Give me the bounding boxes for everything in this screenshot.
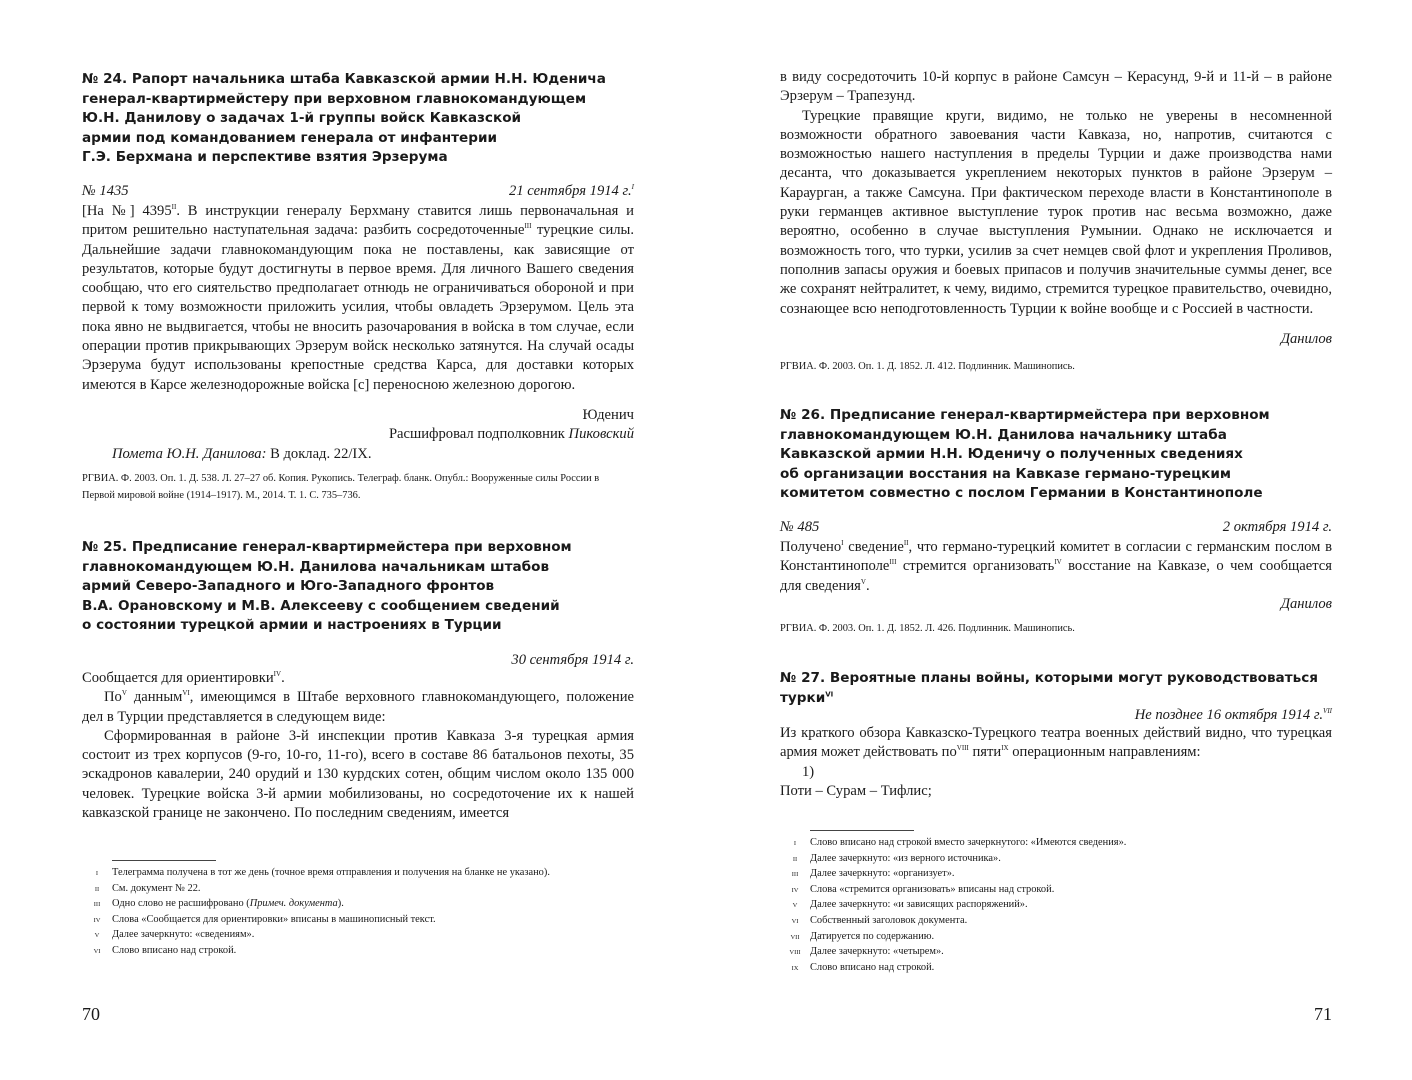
signature: Юденич [582, 407, 634, 423]
doc-number: № 1435 [82, 183, 129, 199]
doc24-text: [На №] $4395^{II}$. В инструкции генералу Берхману ставится лишь первоначальная и притом решительно наступательная задача: разбить сосредоточенные$^{III}$ турецкие силы. Дальнейшие задачи главнокомандующим пока не поставлены, как зависящие от результатов, которые будут достигнуты в первое время. Для личного Вашего сведения сообщаю, что его сиятельство предполагает отнюдь не ограничиваться обороной и при первой к тому возможности приложить усилия, чтобы овладеть Эрзерумом. Цель эта пока явно не выдвигается, чтобы не вносить разочарования в войска в том случае, если операции против прикрывающих Эрзерум войск несколько затянутся. На случай осады Эрзерума будут использованы крепостные средства Карса, для доставки которых имеются в Карсе железнодорожные войска [с] переносною железною дорогою. [82, 203, 634, 393]
paragraph: Из краткого обзора Кавказско-Турецкого театра военных действий видно, что турецкая армия может действовать $по^{VIII}$ пяти$^{IX}$ операционным направлениям: [780, 725, 1332, 761]
footnote: VIII Далее зачеркнуто: «четырем». [789, 946, 944, 958]
title-line: комитетом совместно с послом Германии в Константинополе [780, 485, 1263, 501]
footnote-list [82, 866, 634, 960]
footnote: VI Слово вписано над строкой. [93, 944, 237, 956]
footnote-ref[interactable]: IV [1054, 558, 1062, 567]
footnote-ref[interactable]: II [171, 203, 177, 212]
signature: Данилов [1280, 331, 1332, 347]
title-line: армии под командованием генерала от инфантерии [82, 129, 498, 146]
paragraph: Сообщается для ориентировки$^{IV}$. [82, 670, 285, 686]
footnote-ref[interactable]: III [889, 558, 897, 567]
footnote-ref[interactable]: V [860, 577, 866, 586]
archive-source: РГВИА. Ф. 2003. Оп. 1. Д. 1852. Л. 426. Подлинник. Машинопись. [780, 623, 1075, 634]
archive-source: РГВИА. Ф. 2003. Оп. 1. Д. 538. Л. 27–27 об. Копия. Рукопись. Телеграф. бланк. Опубл.: Вооруженные силы России в Первой мировой войне (1914–1917). М., 2014. Т. 1. С. 735–736. [82, 473, 600, 501]
doc27-body [780, 724, 1332, 801]
doc-date: 2 октября 1914 г. [1222, 519, 1332, 535]
title-line: В.А. Орановскому и М.В. Алексееву с сообщением сведений [82, 597, 560, 614]
doc26-title [780, 406, 1270, 504]
footnote-rule [112, 860, 216, 861]
title-line: Г.Э. Берхмана и перспективе взятия Эрзерума [82, 149, 448, 165]
signature: Данилов [1280, 596, 1332, 612]
title-line: № 26. Предписание генерал-квартирмейстера при верховном [780, 407, 1270, 423]
title-line: главнокомандующем Ю.Н. Данилова начальникам штабов [82, 558, 550, 575]
doc-date: 30 сентября 1914 г. [511, 652, 634, 668]
footnote: V Далее зачеркнуто: «и зависящих распоряжений». [792, 899, 1028, 911]
doc26-meta [780, 518, 1332, 537]
footnote-ref[interactable]: I [631, 183, 634, 192]
footnote-ref[interactable]: IV [273, 670, 282, 679]
footnote-ref[interactable]: IX [1001, 744, 1009, 753]
doc-number: № 485 [780, 519, 820, 535]
paragraph: Получено$^I$ сведение$^{II}$, что германо-турецкий комитет в согласии с германским послом в Константинополе$^{III}$ стремится организовать$^{IV}$ восстание на Кавказе, о чем сообщается для сведения$^V$. [780, 539, 1332, 594]
decipher-line: Расшифровал подполковник Пиковский [388, 426, 634, 442]
title-line: № 25. Предписание генерал-квартирмейстера при верховном [82, 539, 572, 555]
footnote: IV Слова «стремится организовать» вписаны над строкой. [791, 883, 1055, 895]
doc-date: Не позднее 16 октября 1914 г.$^{VII}$ [1134, 707, 1332, 723]
footnote-ref[interactable]: II [903, 539, 909, 548]
footnote-ref[interactable]: VIII [956, 744, 969, 753]
footnote-ref[interactable]: I [841, 539, 844, 548]
footnote-ref[interactable]: III [524, 222, 532, 231]
doc24-title [82, 70, 606, 168]
title-line: Кавказской армии Н.Н. Юденичу о полученных сведениях [780, 446, 1243, 462]
footnote: II См. документ № 22. [94, 882, 201, 894]
paragraph: Турецкие правящие круги, видимо, не только не уверены в несомненной возможности обратного завоевания части Кавказа, но, напротив, считаются с возможностью нашего наступления в пределы Турции и даже производства нами десанта, что доказывается укреплением некоторых пунктов в районе Эрзерум – Караурган, а также Самсуна. При фактическом переходе власти в Константинополе в руки германцев активное выступление турок против нас весьма возможно, даже вероятно, особенно в случае выступления Румынии. Однако не исключается и возможность того, что турки, усилив за счет немцев свой флот и укрепления Проливов, пополнив запасы оружия и боевых припасов и получив значительные суммы денег, все же сохранят нейтралитет, к чему, видимо, стремится турецкое правительство, очевидно, сознающее всю неподготовленность Турции к войне вообще и с Россией в частности. [780, 107, 1332, 317]
doc25-meta [82, 651, 634, 670]
footnote: IV Слова «Сообщается для ориентировки» вписаны в машинописный текст. [93, 913, 436, 925]
title-line: главнокомандующем Ю.Н. Данилова начальнику штаба [780, 426, 1227, 443]
paragraph: Сформированная в районе 3-й инспекции против Кавказа 3-я турецкая армия состоит из трех корпусов (9-го, 10-го, 11-го), всего в составе 86 батальонов пехоты, 35 эскадронов кавалерии, 240 орудий и 130 курдских сотен, общим числом около 135 000 человек. Турецкие войска 3-й армии мобилизованы, но сосредоточение их к нашей кавказской границе не закончено. По последним сведениям, имеется [82, 727, 634, 822]
footnote-ref[interactable]: VI [825, 689, 834, 698]
title-line: генерал-квартирмейстеру при верховном главнокомандующем [82, 90, 587, 107]
footnote-ref[interactable]: VI [182, 689, 190, 698]
title-line: об организации восстания на Кавказе германо-турецким [780, 465, 1232, 482]
left-page [82, 0, 634, 1080]
footnote: II Далее зачеркнуто: «из верного источника». [792, 852, 1001, 864]
footnote-ref[interactable]: VII [1323, 707, 1332, 716]
paragraph: $По^V$ данным$^{VI}$, имеющимся в Штабе верховного главнокомандующего, положение дел в Турции представляется в следующем виде: [82, 689, 634, 725]
doc27-title [780, 669, 1332, 708]
doc24-meta [82, 182, 634, 201]
footnote: I Телеграмма получена в тот же день (точное время отправления и получения на бланке не указано). [95, 867, 550, 878]
footnote-list [780, 836, 1332, 976]
footnote: VII Датируется по содержанию. [790, 930, 935, 942]
footnote-ref[interactable]: V [121, 689, 127, 698]
archive-source: РГВИА. Ф. 2003. Оп. 1. Д. 1852. Л. 412. Подлинник. Машинопись. [780, 361, 1075, 372]
title-line: о состоянии турецкой армии и настроениях в Турции [82, 617, 502, 633]
danilov-note: Помета Ю.Н. Данилова: В доклад. 22/IX. [112, 446, 372, 462]
title-line: № 27. Вероятные планы войны, которыми могут руководствоваться турки$^{VI}$ [780, 670, 1318, 706]
list-number: 1) [802, 763, 815, 780]
title-line: Ю.Н. Данилову о задачах 1-й группы войск Кавказской [82, 110, 522, 126]
title-line: № 24. Рапорт начальника штаба Кавказской армии Н.Н. Юденича [82, 71, 606, 87]
page-number: 70 [82, 1004, 100, 1024]
paragraph: в виду сосредоточить 10-й корпус в районе Самсун – Керасунд, 9-й и 11-й – в районе Эрзерум – Трапезунд. [780, 69, 1332, 105]
doc-date: 21 сентября 1914 г.$^I$ [509, 183, 634, 199]
doc27-meta [780, 706, 1332, 725]
footnote: VI Собственный заголовок документа. [791, 914, 968, 926]
footnote: III Далее зачеркнуто: «организует». [791, 868, 955, 880]
footnote: IX Слово вписано над строкой. [791, 961, 935, 973]
page-number: 71 [1314, 1004, 1332, 1024]
doc25-title [82, 538, 572, 636]
footnote-rule [810, 830, 914, 831]
doc24-body [82, 202, 634, 395]
footnote: V Далее зачеркнуто: «сведениям». [94, 929, 255, 941]
doc25-continuation [780, 68, 1332, 319]
title-line: армий Северо-Западного и Юго-Западного фронтов [82, 578, 495, 594]
footnote: III Одно слово не расшифровано (Примеч. документа). [93, 898, 344, 910]
doc26-body [780, 538, 1332, 596]
doc25-body [82, 669, 634, 823]
right-page [780, 0, 1332, 1080]
list-item: Поти – Сурам – Тифлис; [780, 782, 932, 799]
footnote: I Слово вписано над строкой вместо зачеркнутого: «Имеются сведения». [793, 837, 1127, 848]
